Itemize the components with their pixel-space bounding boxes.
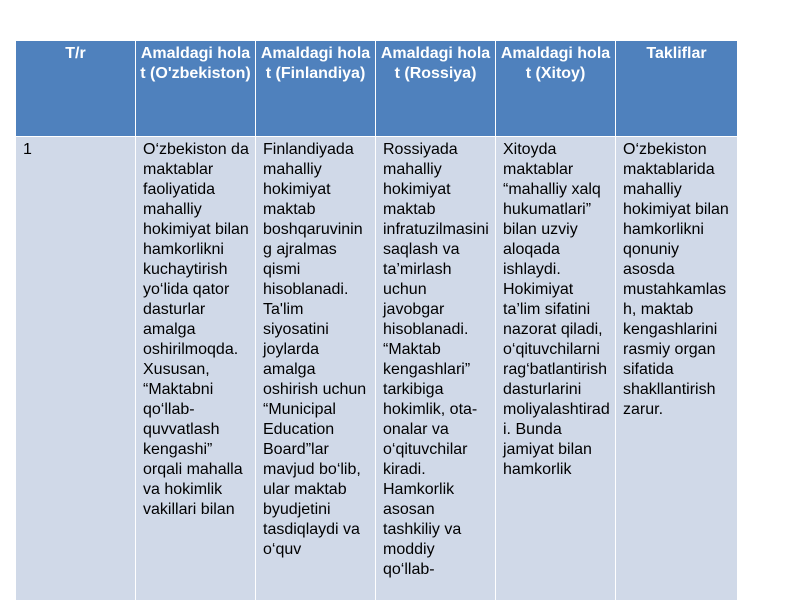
table-row [16, 137, 738, 600]
header-russia: Amaldagi holat (Rossiya) [376, 41, 496, 137]
comparison-table-container [15, 40, 737, 600]
header-proposals: Takliflar [616, 41, 738, 137]
header-uzbekistan: Amaldagi holat (O'zbekiston) [136, 41, 256, 137]
cell-proposals: O‘zbekiston maktablarida mahalliy hokimiyat bilan hamkorlikni qonuniy asosda mustahkamlash, maktab kengashlarini rasmiy organ sifatida shakllantirish zarur. [616, 137, 738, 600]
cell-china: Xitoyda maktablar “mahalliy xalq hukumatlari” bilan uzviy aloqada ishlaydi. Hokimiyat ta’lim sifatini nazorat qiladi, o‘qituvchilarni rag‘batlantirish dasturlarini moliyalashtiradi. Bunda jamiyat bilan hamkorlik [496, 137, 616, 600]
comparison-table [15, 40, 737, 600]
cell-number: 1 [16, 137, 136, 600]
header-number: T/r [16, 41, 136, 137]
header-china: Amaldagi holat (Xitoy) [496, 41, 616, 137]
cell-finland: Finlandiyada mahalliy hokimiyat maktab boshqaruvining ajralmas qismi hisoblanadi. Ta'lim siyosatini joylarda amalga oshirish uchun “Municipal Education Board”lar mavjud bo‘lib, ular maktab byudjetini tasdiqlaydi va o‘quv [256, 137, 376, 600]
cell-uzbekistan: O‘zbekiston da maktablar faoliyatida mahalliy hokimiyat bilan hamkorlikni kuchaytirish yo‘lida qator dasturlar amalga oshirilmoqda. Xususan, “Maktabni qo‘llab-quvvatlash kengashi” orqali mahalla va hokimlik vakillari bilan [136, 137, 256, 600]
cell-russia: Rossiyada mahalliy hokimiyat maktab infratuzilmasini saqlash va ta’mirlash uchun javobgar hisoblanadi. “Maktab kengashlari” tarkibiga hokimlik, ota-onalar va o‘qituvchilar kiradi. Hamkorlik asosan tashkiliy va moddiy qo‘llab- [376, 137, 496, 600]
table-header-row [16, 41, 738, 137]
header-finland: Amaldagi holat (Finlandiya) [256, 41, 376, 137]
